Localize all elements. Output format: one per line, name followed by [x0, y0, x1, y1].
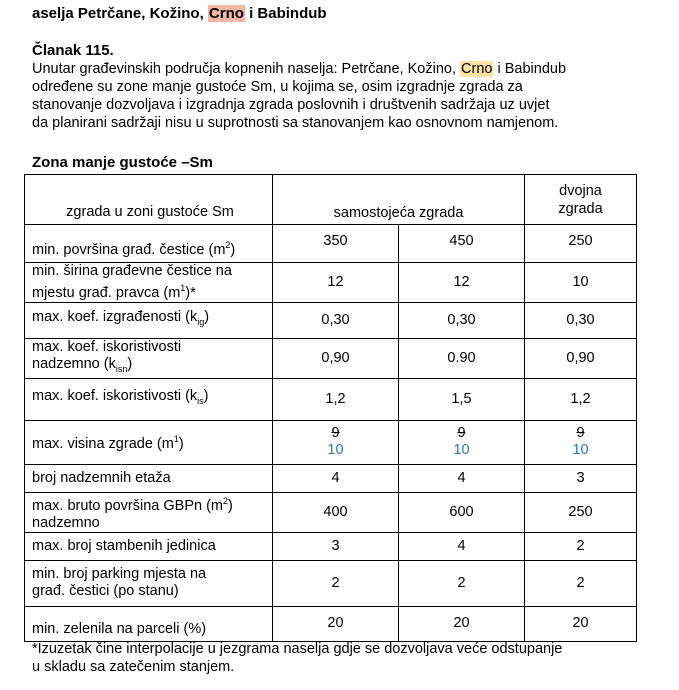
new-value: 10 [572, 442, 589, 459]
cell-value: 250 [525, 492, 637, 532]
table-row [25, 560, 637, 606]
cell-value: 20 [399, 606, 525, 641]
section-heading [32, 5, 327, 22]
table-row [25, 492, 637, 532]
table-row [25, 338, 637, 378]
cell-value: 0,30 [399, 302, 525, 338]
old-value: 9 [331, 425, 340, 442]
cell-value: 3 [273, 532, 399, 560]
row-label: min. zelenila na parceli (%) [25, 606, 273, 641]
cell-value: 0,90 [525, 338, 637, 378]
old-value: 9 [457, 425, 466, 442]
footnote-line: *Izuzetak čine interpolacije u jezgrama naselja gdje se dozvoljava veće odstupanje [32, 641, 563, 657]
paragraph-line: stanovanje dozvoljava i izgradnja zgrada poslovnih i društvenih sadržaja uz uvjet [32, 97, 550, 113]
table-header-row [25, 175, 637, 225]
paragraph-line [32, 60, 662, 78]
cell-value: 0,90 [273, 338, 399, 378]
table-row [25, 464, 637, 492]
row-label [25, 263, 273, 303]
cell-value: 4 [399, 464, 525, 492]
row-label: max. broj stambenih jedinica [25, 532, 273, 560]
row-label-text: građ. čestici (po stanu) [32, 583, 179, 600]
row-label-text: ) [203, 388, 209, 405]
article-title: Članak 115. [32, 42, 114, 59]
cell-value: 250 [525, 225, 637, 263]
cell-value: 0,30 [525, 302, 637, 338]
row-label-text: )* [185, 284, 196, 301]
cell-value: 2 [399, 560, 525, 606]
cell-value: 1,2 [273, 378, 399, 420]
cell-value: 20 [525, 606, 637, 641]
cell-value: 12 [273, 263, 399, 303]
cell-value: 400 [273, 492, 399, 532]
cell-value: 0,30 [273, 302, 399, 338]
cell-value: 2 [525, 560, 637, 606]
cell-value: 2 [525, 532, 637, 560]
cell-value: 2 [273, 560, 399, 606]
zone-title: Zona manje gustoće –Sm [32, 154, 213, 171]
new-value: 10 [327, 442, 344, 459]
heading-suffix: i Babindub [244, 5, 327, 22]
header-cell [525, 175, 637, 225]
row-label-text: ) [228, 497, 233, 514]
row-label [25, 225, 273, 263]
row-label-text: max. visina zgrade (m [32, 436, 174, 453]
row-label-text: min. površina građ. čestice (m [32, 242, 226, 258]
row-label-text: mjestu građ. pravca (m [32, 284, 181, 301]
row-label: broj nadzemnih etaža [25, 464, 273, 492]
row-label-sub: isn [115, 363, 128, 374]
cell-value: 1,5 [399, 378, 525, 420]
row-label-text: min. širina građevne čestice na [32, 263, 232, 279]
row-label-sub: ig [197, 317, 205, 328]
paragraph-text: i Babindub [493, 61, 567, 77]
row-label-text: max. koef. iskoristivosti (k [32, 388, 198, 405]
cell-value: 600 [399, 492, 525, 532]
table-row [25, 378, 637, 420]
cell-value: 4 [399, 532, 525, 560]
cell-value: 12 [399, 263, 525, 303]
table-row [25, 263, 637, 303]
row-label [25, 492, 273, 532]
article-paragraph [32, 60, 662, 132]
footnote [32, 640, 662, 676]
row-label-sup: 1 [180, 283, 186, 293]
cell-value: 3 [525, 464, 637, 492]
zone-table [24, 174, 637, 642]
paragraph-text: Unutar građevinskih područja kopnenih naselja: Petrčane, Kožino, [32, 61, 461, 77]
row-label-text: max. koef. iskoristivosti [32, 338, 182, 355]
heading-prefix: aselja Petrčane, Kožino, [32, 5, 208, 22]
header-text: zgrada [558, 200, 603, 217]
table-row [25, 532, 637, 560]
cell-value: 20 [273, 606, 399, 641]
row-label-text: ) [178, 436, 184, 453]
row-label [25, 338, 273, 378]
cell-value [273, 420, 399, 464]
table-row [25, 225, 637, 263]
old-value: 9 [576, 425, 585, 442]
row-label-text: ) [127, 355, 133, 372]
row-label-sup: 1 [173, 434, 179, 445]
cell-value [525, 420, 637, 464]
paragraph-highlight: Crno [461, 61, 493, 77]
row-label [25, 560, 273, 606]
paragraph-line: određene su zone manje gustoće Sm, u kojima se, osim izgradnje zgrada za [32, 79, 523, 95]
cell-value: 10 [525, 263, 637, 303]
row-label-sup: 2 [223, 495, 229, 506]
header-text: dvojna [559, 182, 602, 199]
cell-value: 4 [273, 464, 399, 492]
table-row [25, 302, 637, 338]
new-value: 10 [453, 442, 470, 459]
row-label [25, 420, 273, 464]
footnote-line: u skladu sa zatečenim stanjem. [32, 659, 235, 675]
header-cell: samostojeća zgrada [273, 175, 525, 225]
header-cell: zgrada u zoni gustoće Sm [25, 175, 273, 225]
cell-value: 350 [273, 225, 399, 263]
heading-highlight: Crno [208, 5, 244, 22]
paragraph-line: da planirani sadržaji nisu u suprotnosti sa stanovanjem kao osnovnom namjenom. [32, 115, 559, 131]
table-row [25, 420, 637, 464]
cell-value: 450 [399, 225, 525, 263]
row-label [25, 378, 273, 420]
row-label-sub: is [197, 396, 204, 407]
cell-value: 0.90 [399, 338, 525, 378]
row-label-text: ) [204, 309, 210, 326]
row-label-text: min. broj parking mjesta na [32, 566, 207, 583]
row-label-text: nadzemno (k [32, 355, 116, 372]
cell-value [399, 420, 525, 464]
row-label-sup: 2 [225, 240, 231, 251]
row-label [25, 302, 273, 338]
row-label-text: max. bruto površina GBPn (m [32, 497, 223, 514]
row-label-text: max. koef. izgrađenosti (k [32, 309, 198, 326]
cell-value: 1,2 [525, 378, 637, 420]
table-row [25, 606, 637, 641]
row-label-text: nadzemno [32, 514, 100, 531]
row-label-text: ) [230, 242, 236, 258]
